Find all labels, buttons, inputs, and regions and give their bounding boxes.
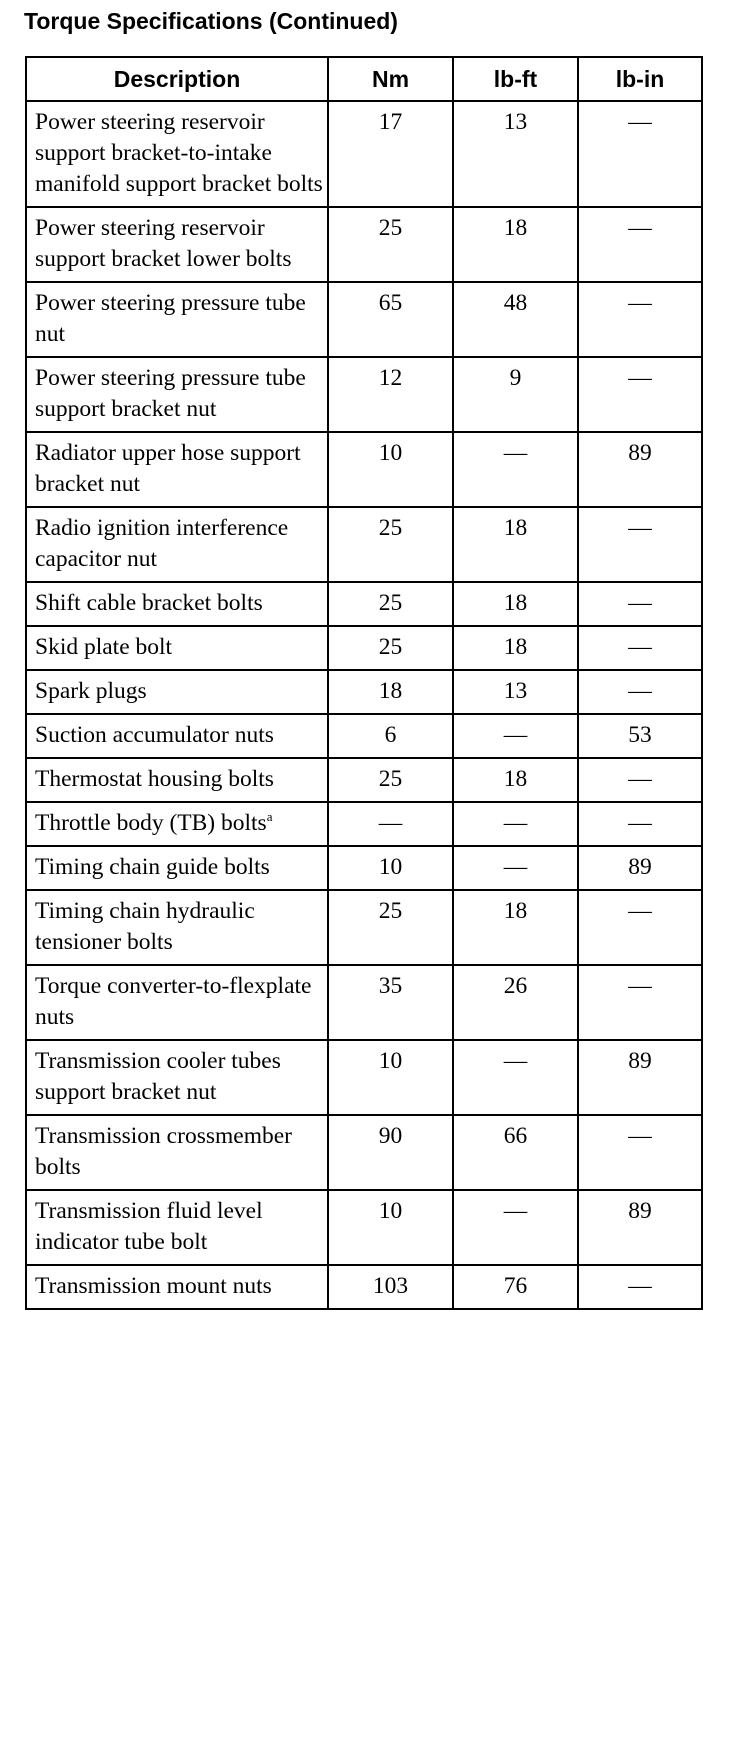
cell-lbft: — [453,714,578,758]
cell-nm: 10 [328,432,453,507]
table-row [26,207,702,282]
cell-description [26,1115,328,1190]
cell-lbin: 53 [578,714,702,758]
cell-lbft: 48 [453,282,578,357]
table-row [26,432,702,507]
description-text: Skid plate bolt [35,634,173,660]
description-text: Thermostat housing bolts [35,766,274,792]
cell-description [26,507,328,582]
table-row [26,1265,702,1309]
cell-lbin: — [578,207,702,282]
column-header-description: Description [26,57,328,101]
cell-nm: 25 [328,890,453,965]
cell-description [26,965,328,1040]
description-text: Power steering reservoir support bracket lower bolts [35,215,292,272]
cell-description [26,1040,328,1115]
description-text: Timing chain hydraulic tensioner bolts [35,898,255,955]
cell-nm: 12 [328,357,453,432]
cell-nm: 25 [328,626,453,670]
table-row [26,101,702,207]
table-row [26,670,702,714]
description-text: Throttle body (TB) bolts [35,810,267,836]
cell-lbft: 18 [453,507,578,582]
cell-lbft: 66 [453,1115,578,1190]
cell-lbin: 89 [578,432,702,507]
description-text: Suction accumulator nuts [35,722,274,748]
table-row [26,802,702,846]
cell-nm: 25 [328,758,453,802]
cell-lbft: — [453,432,578,507]
column-header-nm: Nm [328,57,453,101]
table-row [26,890,702,965]
cell-nm: 17 [328,101,453,207]
table-row [26,582,702,626]
cell-nm: 90 [328,1115,453,1190]
table-row [26,714,702,758]
cell-lbin: 89 [578,846,702,890]
cell-lbin: — [578,670,702,714]
cell-lbft: — [453,1190,578,1265]
cell-lbft: 18 [453,626,578,670]
cell-nm: 18 [328,670,453,714]
cell-lbin: — [578,802,702,846]
table-row [26,846,702,890]
cell-lbin: — [578,890,702,965]
description-text: Shift cable bracket bolts [35,590,263,616]
description-text: Torque converter-to-flexplate nuts [35,973,312,1030]
cell-description [26,1265,328,1309]
description-text: Transmission fluid level indicator tube bolt [35,1198,263,1255]
cell-description [26,357,328,432]
cell-lbin: — [578,965,702,1040]
cell-description [26,282,328,357]
torque-spec-table [25,56,703,1310]
cell-lbft: 13 [453,670,578,714]
cell-nm: 10 [328,1190,453,1265]
cell-description [26,714,328,758]
cell-lbin: 89 [578,1190,702,1265]
cell-description [26,207,328,282]
cell-lbft: 18 [453,758,578,802]
cell-description [26,1190,328,1265]
cell-lbin: — [578,1265,702,1309]
cell-nm: 10 [328,846,453,890]
cell-lbft: — [453,1040,578,1115]
cell-lbft: — [453,846,578,890]
cell-nm: 65 [328,282,453,357]
cell-description [26,432,328,507]
cell-lbin: — [578,282,702,357]
cell-lbin: — [578,1115,702,1190]
cell-nm: 10 [328,1040,453,1115]
cell-lbft: 18 [453,207,578,282]
table-row [26,1115,702,1190]
cell-lbft: 18 [453,890,578,965]
cell-lbft: 26 [453,965,578,1040]
cell-description [26,890,328,965]
cell-lbft: 9 [453,357,578,432]
cell-nm: 25 [328,507,453,582]
cell-description [26,626,328,670]
cell-nm: 25 [328,207,453,282]
cell-nm: 25 [328,582,453,626]
cell-nm: 103 [328,1265,453,1309]
cell-lbin: — [578,758,702,802]
footnote-marker: a [266,809,273,824]
cell-lbin: — [578,507,702,582]
cell-description [26,846,328,890]
cell-lbin: — [578,582,702,626]
cell-lbft: 13 [453,101,578,207]
description-text: Radiator upper hose support bracket nut [35,440,301,497]
table-row [26,626,702,670]
description-text: Power steering pressure tube support bracket nut [35,365,306,422]
description-text: Transmission mount nuts [35,1273,272,1299]
cell-nm: — [328,802,453,846]
cell-lbin: — [578,357,702,432]
cell-lbin: 89 [578,1040,702,1115]
table-row [26,357,702,432]
description-text: Timing chain guide bolts [35,854,270,880]
cell-lbft: 76 [453,1265,578,1309]
table-row [26,1040,702,1115]
cell-lbin: — [578,626,702,670]
table-row [26,1190,702,1265]
description-text: Spark plugs [35,678,147,704]
cell-lbft: 18 [453,582,578,626]
description-text: Transmission cooler tubes support bracket nut [35,1048,281,1105]
description-text: Power steering reservoir support bracket-to-intake manifold support bracket bolts [35,109,323,197]
cell-nm: 6 [328,714,453,758]
table-row [26,282,702,357]
cell-lbft: — [453,802,578,846]
column-header-lbin: lb-in [578,57,702,101]
cell-nm: 35 [328,965,453,1040]
cell-description [26,670,328,714]
table-row [26,965,702,1040]
table-header-row [26,57,702,101]
cell-description [26,582,328,626]
description-text: Power steering pressure tube nut [35,290,306,347]
column-header-lbft: lb-ft [453,57,578,101]
cell-description [26,758,328,802]
page-title: Torque Specifications (Continued) [24,8,398,34]
cell-description [26,101,328,207]
description-text: Transmission crossmember bolts [35,1123,292,1180]
cell-description [26,802,328,846]
table-row [26,507,702,582]
cell-lbin: — [578,101,702,207]
table-row [26,758,702,802]
description-text: Radio ignition interference capacitor nut [35,515,289,572]
